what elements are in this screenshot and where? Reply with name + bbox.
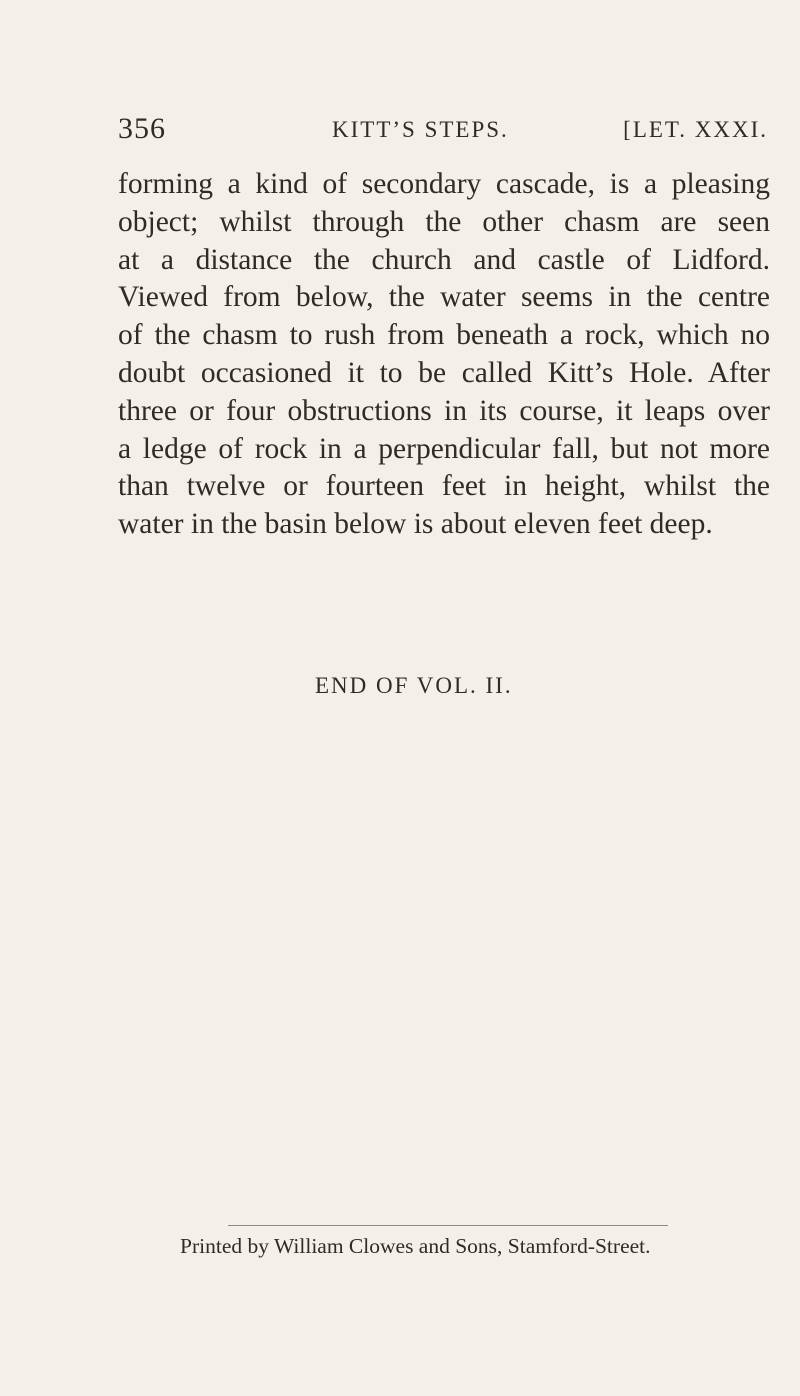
running-head: [118, 112, 768, 146]
text-line: object; whilst through the other chasm are seen: [118, 205, 770, 238]
end-of-volume-mark: END OF VOL. II.: [315, 673, 513, 698]
text-line: at a distance the church and castle of Lidford.: [118, 243, 770, 276]
text-line: Viewed from below, the water seems in the centre: [118, 281, 770, 314]
running-section: [LET. XXXI.: [623, 117, 768, 142]
body-paragraph: [118, 166, 770, 544]
running-title: KITT’S STEPS.: [332, 117, 509, 142]
text-line: three or four obstructions in its course, it leaps over: [118, 394, 770, 427]
text-line: water in the basin below is about eleven feet deep.: [118, 508, 713, 541]
printer-imprint: Printed by William Clowes and Sons, Stamford-Street.: [180, 1234, 651, 1258]
text-line: than twelve or fourteen feet in height, whilst the: [118, 470, 770, 503]
page-number: 356: [118, 112, 166, 145]
text-line: of the chasm to rush from beneath a rock, which no: [118, 319, 770, 352]
text-line: forming a kind of secondary cascade, is a pleasing: [118, 168, 770, 200]
imprint-rule: [228, 1225, 668, 1226]
text-line: doubt occasioned it to be called Kitt’s Hole. After: [118, 356, 770, 389]
text-line: a ledge of rock in a perpendicular fall, but not more: [118, 432, 770, 465]
